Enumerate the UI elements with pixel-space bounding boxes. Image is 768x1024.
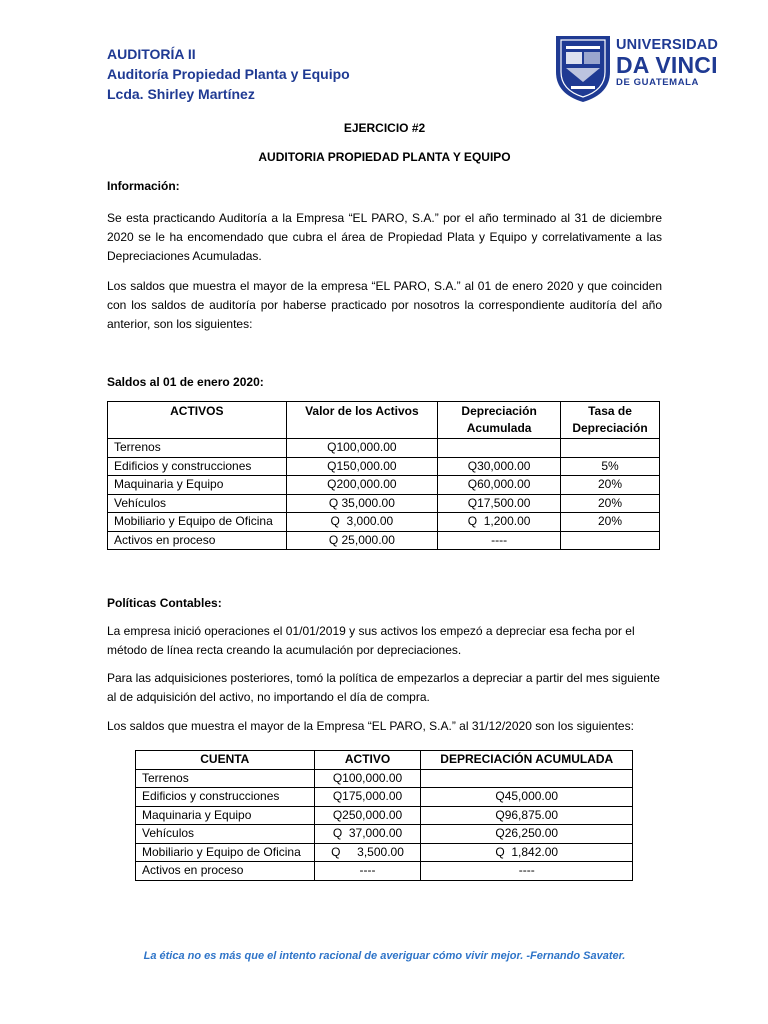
table-cell: Q45,000.00: [421, 788, 633, 807]
column-header: Tasa de Depreciación: [561, 402, 660, 439]
table-header-row: [108, 402, 660, 439]
policies-paragraph-3: Los saldos que muestra el mayor de la Empresa “EL PARO, S.A.” al 31/12/2020 son los siguientes:: [107, 719, 634, 733]
table-cell: ----: [421, 862, 633, 881]
column-header: DEPRECIACIÓN ACUMULADA: [421, 751, 633, 770]
column-header: CUENTA: [136, 751, 315, 770]
column-header: ACTIVO: [314, 751, 421, 770]
table-cell: Vehículos: [136, 825, 315, 844]
table-cell: 20%: [561, 494, 660, 513]
column-header: ACTIVOS: [108, 402, 287, 439]
table-cell: [561, 439, 660, 458]
table-cell: Edificios y construcciones: [136, 788, 315, 807]
exercise-title: EJERCICIO #2: [343, 121, 426, 135]
course-title: AUDITORÍA II: [107, 46, 196, 62]
course-topic: Auditoría Propiedad Planta y Equipo: [107, 66, 350, 82]
table-cell: Vehículos: [108, 494, 287, 513]
info-heading: Información:: [107, 179, 180, 193]
table-row: [136, 788, 633, 807]
table-cell: Q 25,000.00: [286, 531, 438, 550]
exercise-subtitle: AUDITORIA PROPIEDAD PLANTA Y EQUIPO: [258, 150, 511, 164]
table-cell: Q96,875.00: [421, 806, 633, 825]
table-cell: Mobiliario y Equipo de Oficina: [108, 513, 287, 532]
table-row: [108, 457, 660, 476]
table-cell: Q30,000.00: [438, 457, 561, 476]
logo-line-1: UNIVERSIDAD: [616, 37, 719, 53]
opening-balances-table: [107, 401, 660, 550]
table-cell: ----: [314, 862, 421, 881]
table-cell: Q 1,842.00: [421, 843, 633, 862]
table-cell: Q26,250.00: [421, 825, 633, 844]
table-cell: Q175,000.00: [314, 788, 421, 807]
university-logo-text: [616, 38, 718, 87]
table1-heading: Saldos al 01 de enero 2020:: [107, 375, 264, 389]
table-row: [108, 531, 660, 550]
table-cell: 20%: [561, 513, 660, 532]
table-row: [136, 806, 633, 825]
info-paragraph-2: Los saldos que muestra el mayor de la empresa “EL PARO, S.A.” al 01 de enero 2020 y que coinciden con los saldos de auditoría por haberse practicado por nosotros la correspondiente auditoría del año anterior, son los siguientes:: [107, 279, 662, 331]
table-cell: Q200,000.00: [286, 476, 438, 495]
table-row: [136, 769, 633, 788]
footer-quote: La ética no es más que el intento racional de averiguar cómo vivir mejor. -Fernando Savater.: [143, 950, 626, 962]
table-cell: Terrenos: [108, 439, 287, 458]
column-header: Valor de los Activos: [286, 402, 438, 439]
table-cell: Q 37,000.00: [314, 825, 421, 844]
column-header: Depreciación Acumulada: [438, 402, 561, 439]
table-cell: Mobiliario y Equipo de Oficina: [136, 843, 315, 862]
table-cell: Q 3,000.00: [286, 513, 438, 532]
table-cell: [438, 439, 561, 458]
table-row: [108, 494, 660, 513]
table-cell: Q100,000.00: [286, 439, 438, 458]
table-cell: [421, 769, 633, 788]
table-cell: Q 1,200.00: [438, 513, 561, 532]
table-row: [136, 843, 633, 862]
table-cell: 5%: [561, 457, 660, 476]
table-cell: ----: [438, 531, 561, 550]
table-row: [136, 825, 633, 844]
policies-paragraph-1: La empresa inició operaciones el 01/01/2019 y sus activos los empezó a depreciar esa fecha por el método de línea recta creando la acumulación por depreciaciones.: [107, 624, 635, 657]
table-cell: 20%: [561, 476, 660, 495]
table-cell: Terrenos: [136, 769, 315, 788]
table-cell: Maquinaria y Equipo: [136, 806, 315, 825]
table-row: [108, 476, 660, 495]
table-cell: Q250,000.00: [314, 806, 421, 825]
table-cell: Q60,000.00: [438, 476, 561, 495]
table-header-row: [136, 751, 633, 770]
table-cell: Q 35,000.00: [286, 494, 438, 513]
logo-line-2: DA VINCI: [616, 51, 718, 78]
instructor-name: Lcda. Shirley Martínez: [107, 86, 255, 102]
table-row: [108, 439, 660, 458]
table-row: [136, 862, 633, 881]
table-cell: Activos en proceso: [108, 531, 287, 550]
table-row: [108, 513, 660, 532]
table-cell: Q100,000.00: [314, 769, 421, 788]
logo-line-3: DE GUATEMALA: [616, 76, 700, 88]
policies-heading: Políticas Contables:: [107, 596, 222, 610]
policies-paragraph-2: Para las adquisiciones posteriores, tomó la política de empezarlos a depreciar a partir del mes siguiente al de adquisición del activo, no importando el día de compra.: [107, 671, 660, 704]
table-cell: Q 3,500.00: [314, 843, 421, 862]
table-cell: Q17,500.00: [438, 494, 561, 513]
table-cell: [561, 531, 660, 550]
closing-balances-table: [135, 750, 633, 881]
info-paragraph-1: Se esta practicando Auditoría a la Empresa “EL PARO, S.A.” por el año terminado al 31 de diciembre 2020 se le ha encomendado que cubra el área de Propiedad Plata y Equipo y correlativamente a las Depreciaciones Acumuladas.: [107, 211, 662, 263]
course-header: [107, 44, 350, 104]
table-cell: Activos en proceso: [136, 862, 315, 881]
table-cell: Edificios y construcciones: [108, 457, 287, 476]
table-cell: Maquinaria y Equipo: [108, 476, 287, 495]
table-cell: Q150,000.00: [286, 457, 438, 476]
